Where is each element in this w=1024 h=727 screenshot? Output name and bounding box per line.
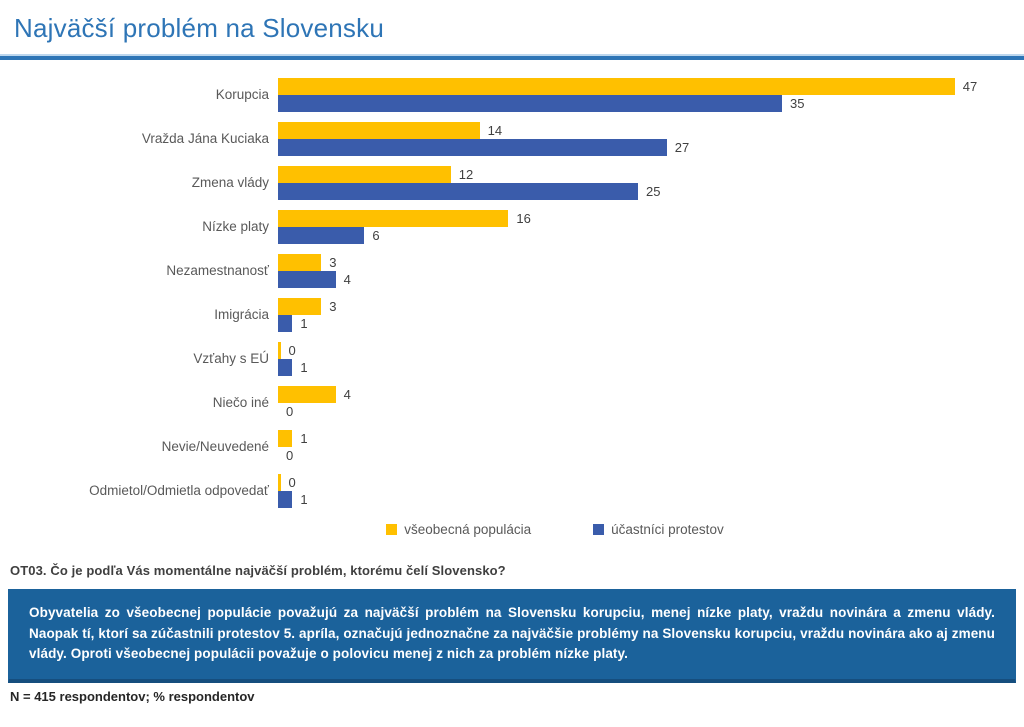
bars-cell: [278, 298, 1024, 332]
value-label: 3: [329, 255, 337, 270]
bar-line: [278, 474, 1024, 491]
value-label: 0: [288, 343, 296, 358]
legend-item-general-population: [386, 522, 531, 537]
category-label-cell: [0, 351, 278, 367]
value-label: 4: [343, 387, 351, 402]
bar-line: [278, 298, 1024, 315]
bar-line: [278, 342, 1024, 359]
chart-legend: [0, 522, 1024, 537]
category-label: Imigrácia: [214, 307, 269, 323]
bar-line: [278, 78, 1024, 95]
value-label: 3: [329, 299, 337, 314]
category-label: Korupcia: [215, 87, 269, 103]
bar-line: [278, 210, 1024, 227]
summary-text: Obyvatelia zo všeobecnej populácie považujú za najväčší problém na Slovensku korupciu, menej nízke platy, vraždu novinára a zmenu vlády. Naopak tí, ktorí sa zúčastnili protestov 5. apríla, označujú jednoznačne za najväčšie problémy na Slovensku korupciu, vraždu novinára ako aj zmenu vlády. Oproti všeobecnej populácii považuje o polovicu menej z nich za problém nízke platy.: [29, 605, 995, 662]
bar-line: [278, 491, 1024, 508]
chart-row: [0, 342, 1024, 376]
bar-protest-participants: [278, 359, 292, 376]
bar-line: [278, 315, 1024, 332]
value-label: 35: [790, 96, 805, 111]
category-label-cell: [0, 439, 278, 455]
value-label: 27: [674, 140, 690, 155]
chart-row: [0, 210, 1024, 244]
value-label: 16: [516, 211, 531, 226]
chart-row: [0, 254, 1024, 288]
bar-line: [278, 227, 1024, 244]
bar-line: [278, 430, 1024, 447]
page-title: Najväčší problém na Slovensku: [14, 13, 384, 43]
bars-cell: [278, 386, 1024, 420]
category-label-cell: [0, 395, 278, 411]
chart-row: [0, 78, 1024, 112]
bar-line: [278, 403, 1024, 420]
bar-chart: [0, 78, 1024, 508]
category-label: Odmietol/Odmietla odpovedať: [89, 483, 269, 499]
legend-label-general-population: všeobecná populácia: [404, 522, 532, 537]
bar-protest-participants: [278, 271, 336, 288]
bar-general-population: [278, 474, 281, 491]
chart-row: [0, 166, 1024, 200]
bar-protest-participants: [278, 491, 292, 508]
bar-line: [278, 386, 1024, 403]
title-divider: [0, 54, 1024, 60]
bars-cell: [278, 210, 1024, 244]
value-label: 12: [458, 167, 474, 182]
bar-line: [278, 254, 1024, 271]
bar-line: [278, 122, 1024, 139]
bar-general-population: [278, 78, 955, 95]
category-label-cell: [0, 219, 278, 235]
sample-size-note: N = 415 respondentov; % respondentov: [10, 688, 255, 704]
bar-general-population: [278, 210, 508, 227]
bars-cell: [278, 166, 1024, 200]
bar-general-population: [278, 254, 321, 271]
bar-general-population: [278, 166, 451, 183]
legend-label-protest-participants: účastníci protestov: [611, 522, 724, 537]
value-label: 1: [300, 360, 308, 375]
bar-line: [278, 166, 1024, 183]
bars-cell: [278, 78, 1024, 112]
legend-item-protest-participants: [593, 522, 724, 537]
category-label: Vražda Jána Kuciaka: [141, 131, 269, 147]
category-label-cell: [0, 131, 278, 147]
bar-line: [278, 139, 1024, 156]
category-label: Niečo iné: [212, 395, 269, 411]
value-label: 4: [343, 272, 351, 287]
chart-row: [0, 386, 1024, 420]
bars-cell: [278, 254, 1024, 288]
value-label: 1: [300, 431, 308, 446]
category-label-cell: [0, 483, 278, 499]
bar-line: [278, 183, 1024, 200]
bar-protest-participants: [278, 183, 638, 200]
bars-cell: [278, 430, 1024, 464]
chart-row: [0, 122, 1024, 156]
value-label: 47: [962, 79, 978, 94]
value-label: 6: [372, 228, 380, 243]
category-label: Nezamestnanosť: [166, 263, 269, 279]
chart-row: [0, 298, 1024, 332]
value-label: 0: [288, 475, 296, 490]
bar-protest-participants: [278, 95, 782, 112]
bar-protest-participants: [278, 139, 667, 156]
category-label: Vzťahy s EÚ: [193, 351, 269, 367]
legend-swatch-protest-participants-icon: [593, 524, 604, 535]
value-label: 0: [286, 404, 294, 419]
bar-line: [278, 447, 1024, 464]
category-label-cell: [0, 263, 278, 279]
bar-general-population: [278, 342, 281, 359]
category-label: Zmena vlády: [191, 175, 269, 191]
summary-box: [8, 589, 1016, 683]
bar-line: [278, 271, 1024, 288]
bars-cell: [278, 342, 1024, 376]
chart-row: [0, 474, 1024, 508]
bars-cell: [278, 122, 1024, 156]
chart-row: [0, 430, 1024, 464]
bar-protest-participants: [278, 227, 364, 244]
value-label: 25: [646, 184, 661, 199]
category-label-cell: [0, 87, 278, 103]
bar-general-population: [278, 430, 292, 447]
category-label-cell: [0, 307, 278, 323]
category-label: Nízke platy: [202, 219, 269, 235]
survey-question: OT03. Čo je podľa Vás momentálne najväčší problém, ktorému čelí Slovensko?: [10, 563, 506, 578]
bar-general-population: [278, 298, 321, 315]
value-label: 14: [487, 123, 503, 138]
bar-line: [278, 359, 1024, 376]
bars-cell: [278, 474, 1024, 508]
legend-swatch-general-population-icon: [386, 524, 397, 535]
bar-protest-participants: [278, 315, 292, 332]
category-label: Nevie/Neuvedené: [161, 439, 269, 455]
value-label: 1: [300, 316, 308, 331]
value-label: 0: [286, 448, 294, 463]
bar-line: [278, 95, 1024, 112]
category-label-cell: [0, 175, 278, 191]
bar-general-population: [278, 122, 480, 139]
bar-general-population: [278, 386, 336, 403]
value-label: 1: [300, 492, 308, 507]
